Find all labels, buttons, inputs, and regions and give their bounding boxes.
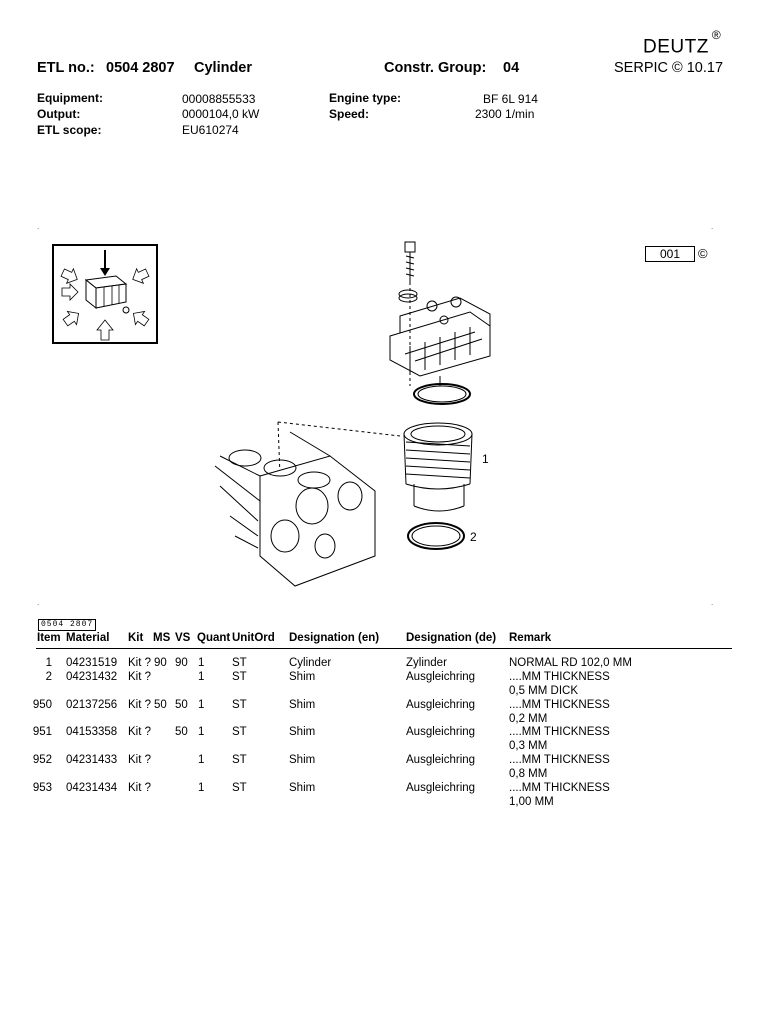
cell-material: 04231432 [66,671,118,683]
col-header-unitord: UnitOrd [232,632,275,644]
equipment-value: 00008855533 [182,92,256,106]
col-header-material: Material [66,632,110,644]
output-value: 0000104,0 kW [182,107,260,121]
col-header-quant: Quant [197,632,231,644]
constr-group-label: Constr. Group: [384,60,487,76]
cell-unitord: ST [232,782,247,794]
cell-remark-line2: 0,8 MM [509,768,548,780]
etl-label: ETL no.: [37,60,95,76]
cell-quant: 1 [198,699,205,711]
cell-kit: Kit ? [128,699,152,711]
exploded-drawing [200,236,500,598]
cell-designation-de: Zylinder [406,657,447,669]
cell-remark: ....MM THICKNESS [509,726,610,738]
copyright-mark: © [698,246,708,261]
corner-mark: . [37,598,40,607]
serpic-version: SERPIC © 10.17 [614,60,724,76]
engine-type-label: Engine type: [329,91,402,105]
cell-remark: ....MM THICKNESS [509,699,610,711]
cell-ms: 90 [154,657,167,669]
cell-unitord: ST [232,726,247,738]
cell-material: 04153358 [66,726,118,738]
cell-remark: ....MM THICKNESS [509,671,610,683]
corner-mark: . [711,222,714,231]
cell-quant: 1 [198,754,205,766]
cell-item: 951 [32,726,52,738]
cell-vs: 50 [175,726,188,738]
cell-designation-de: Ausgleichring [406,782,476,794]
cell-designation-en: Shim [289,754,316,766]
etl-number: 0504 2807 [106,60,175,76]
col-header-item: Item [37,632,61,644]
col-header-remark: Remark [509,632,552,644]
cell-designation-en: Shim [289,726,316,738]
cell-remark-line2: 0,3 MM [509,740,548,752]
cell-material: 04231519 [66,657,118,669]
cell-remark: NORMAL RD 102,0 MM [509,657,632,669]
cell-unitord: ST [232,754,247,766]
cell-unitord: ST [232,699,247,711]
col-header-kit: Kit [128,632,144,644]
speed-value: 2300 1/min [475,107,535,121]
cell-designation-en: Shim [289,671,316,683]
brand-logo: DEUTZ® [643,28,722,58]
cell-item: 1 [45,657,52,669]
cell-item: 950 [32,699,52,711]
engine-type-value: BF 6L 914 [483,92,538,106]
cell-designation-en: Cylinder [289,657,332,669]
cell-kit: Kit ? [128,657,152,669]
cell-quant: 1 [198,657,205,669]
callout-2: 2 [470,530,477,544]
drawing-ref-box: 0504 2807 [38,619,96,631]
etl-name: Cylinder [194,60,253,76]
col-header-designation-en: Designation (en) [289,632,380,644]
cell-vs: 50 [175,699,188,711]
cell-designation-de: Ausgleichring [406,699,476,711]
cell-quant: 1 [198,726,205,738]
cell-unitord: ST [232,671,247,683]
col-header-designation-de: Designation (de) [406,632,497,644]
cell-kit: Kit ? [128,726,152,738]
output-label: Output: [37,107,81,121]
cell-remark-line2: 0,2 MM [509,713,548,725]
cell-designation-de: Ausgleichring [406,754,476,766]
cell-material: 04231434 [66,782,118,794]
orientation-icon [52,244,158,344]
col-header-ms: MS [153,632,171,644]
cell-designation-en: Shim [289,782,316,794]
callout-1: 1 [482,452,489,466]
cell-remark-line2: 1,00 MM [509,796,554,808]
speed-label: Speed: [329,107,370,121]
corner-mark: . [711,598,714,607]
cell-designation-en: Shim [289,699,316,711]
etl-scope-value: EU610274 [182,123,239,137]
cell-remark: ....MM THICKNESS [509,782,610,794]
corner-mark: . [37,222,40,231]
cell-unitord: ST [232,657,247,669]
cell-item: 953 [32,782,52,794]
cell-quant: 1 [198,671,205,683]
equipment-label: Equipment: [37,91,103,105]
cell-ms: 50 [154,699,167,711]
cell-vs: 90 [175,657,188,669]
page-ref-box: 001 [645,246,695,262]
etl-scope-label: ETL scope: [37,123,102,137]
constr-group-value: 04 [503,60,520,76]
cell-material: 04231433 [66,754,118,766]
cell-kit: Kit ? [128,754,152,766]
cell-designation-de: Ausgleichring [406,671,476,683]
header-divider [36,648,732,649]
col-header-vs: VS [175,632,191,644]
cell-designation-de: Ausgleichring [406,726,476,738]
cell-quant: 1 [198,782,205,794]
cell-item: 2 [45,671,52,683]
registered-mark: ® [711,28,722,42]
cell-kit: Kit ? [128,671,152,683]
cell-material: 02137256 [66,699,118,711]
cell-kit: Kit ? [128,782,152,794]
cell-remark: ....MM THICKNESS [509,754,610,766]
cell-remark-line2: 0,5 MM DICK [509,685,579,697]
cell-item: 952 [32,754,52,766]
